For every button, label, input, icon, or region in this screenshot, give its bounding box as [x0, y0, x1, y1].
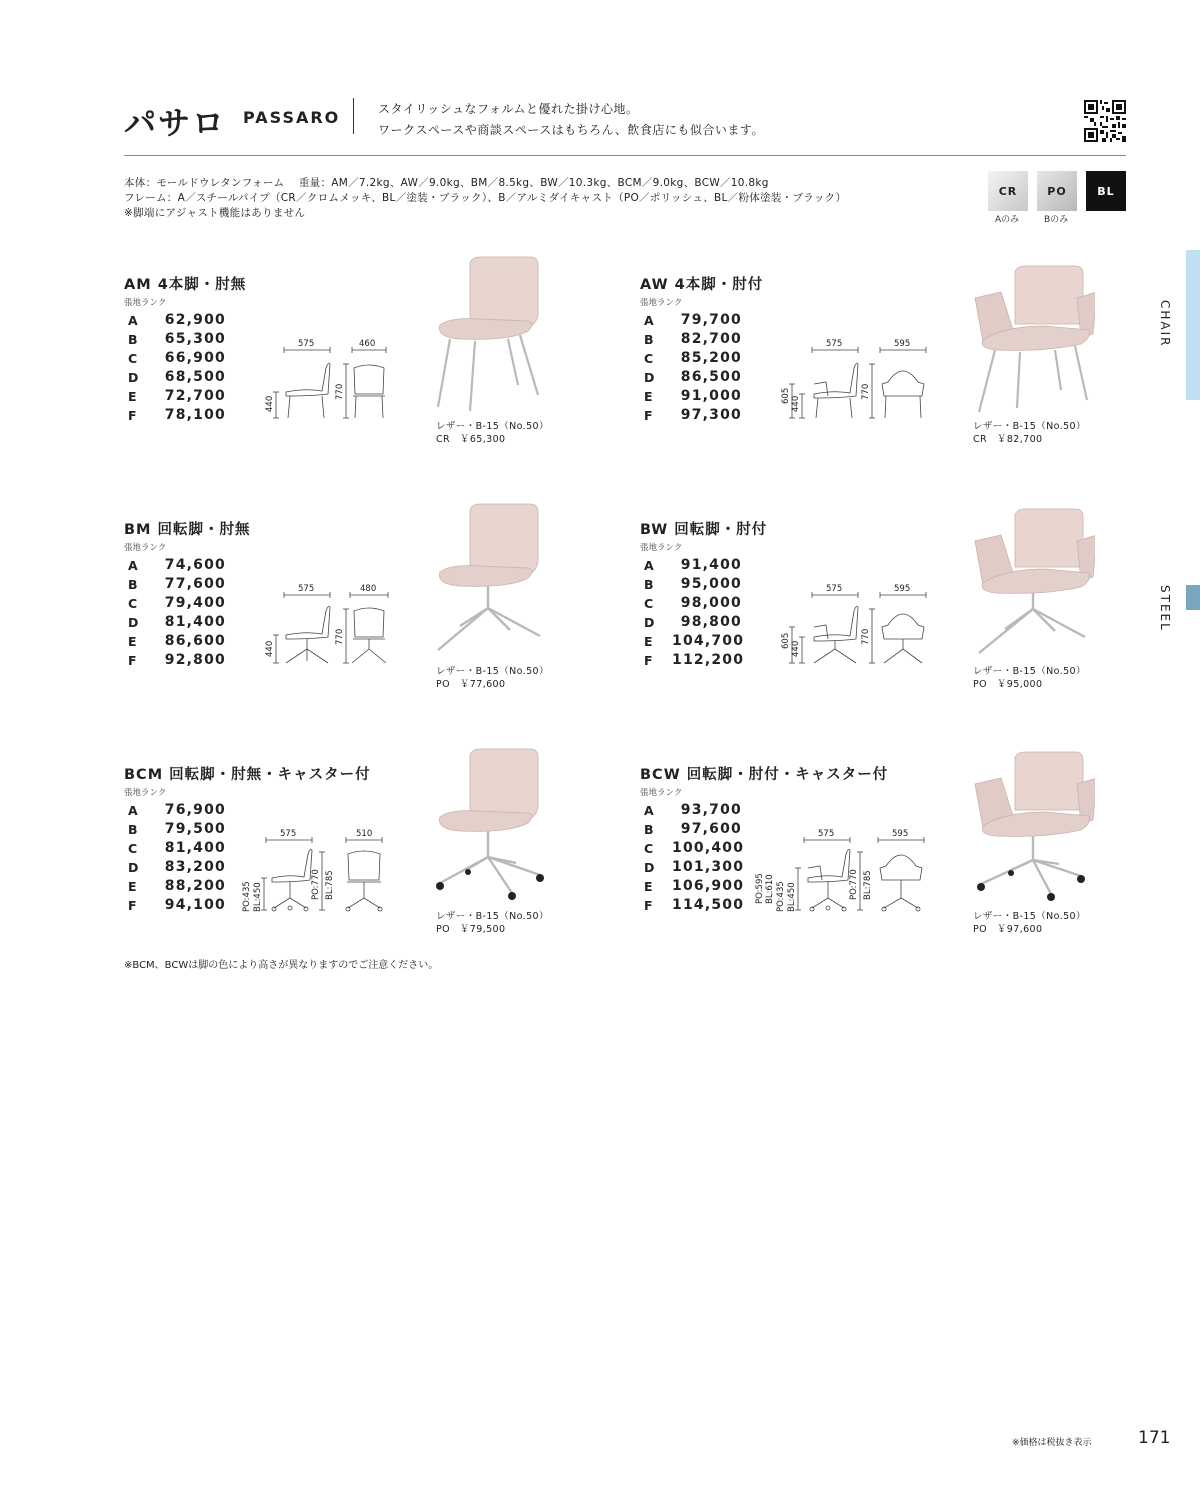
- price-grade: D: [644, 860, 656, 875]
- price-grade: B: [644, 577, 655, 592]
- dim-height: 770: [335, 628, 345, 645]
- price-row: [124, 801, 226, 820]
- price-row: [640, 896, 745, 915]
- price-list-bm: [124, 556, 226, 670]
- dim-height-bl: BL:785: [863, 870, 873, 900]
- tax-note: ※価格は税抜き表示: [1012, 1438, 1092, 1448]
- price-grade: F: [128, 653, 138, 668]
- price-grade: D: [128, 615, 140, 630]
- price-row: [640, 368, 742, 387]
- photo-caption-bcw: [973, 910, 1086, 936]
- price-value: 82,700: [680, 331, 742, 347]
- caption-fabric: レザー・B-15（No.50）: [436, 911, 549, 922]
- photo-caption-am: [436, 420, 549, 446]
- price-value: 76,900: [164, 802, 226, 818]
- model-title-bw: BW 回転脚・肘付: [640, 522, 768, 538]
- dimension-drawing-am: [262, 338, 402, 428]
- dim-depth: 575: [826, 339, 843, 349]
- price-grade: E: [644, 634, 654, 649]
- price-row: [124, 613, 226, 632]
- tagline-line-2: ワークスペースや商談スペースはもちろん、飲食店にも似合います。: [378, 123, 764, 137]
- price-value: 85,200: [680, 350, 742, 366]
- dim-seat-height: 440: [265, 395, 275, 412]
- caption-fabric: レザー・B-15（No.50）: [436, 666, 549, 677]
- price-row: [124, 330, 226, 349]
- price-row: [124, 349, 226, 368]
- price-value: 79,700: [680, 312, 742, 328]
- price-row: [124, 896, 226, 915]
- price-grade: E: [128, 634, 138, 649]
- photo-caption-bcm: [436, 910, 549, 936]
- rank-label: 張地ランク: [124, 788, 167, 798]
- chair-photo-aw: [965, 262, 1095, 417]
- price-row: [640, 594, 742, 613]
- rank-label: 張地ランク: [640, 298, 683, 308]
- model-title-aw: AW 4本脚・肘付: [640, 277, 764, 293]
- rank-label: 張地ランク: [640, 543, 683, 553]
- dim-arm-height-po: PO:595: [755, 873, 765, 904]
- price-grade: C: [644, 841, 655, 856]
- price-value: 81,400: [164, 840, 226, 856]
- price-grade: A: [644, 803, 655, 818]
- dim-seat-height-bl: BL:450: [253, 882, 263, 912]
- price-row: [640, 858, 745, 877]
- dim-width: 480: [360, 584, 377, 594]
- dim-depth: 575: [298, 339, 315, 349]
- price-list-aw: [640, 311, 742, 425]
- finish-swatch-po: PO: [1037, 171, 1077, 211]
- caption-fabric: レザー・B-15（No.50）: [973, 666, 1086, 677]
- height-footnote: ※BCM、BCWは脚の色により高さが異なりますのでご注意ください。: [124, 960, 439, 971]
- dim-depth: 575: [298, 584, 315, 594]
- price-row: [640, 311, 742, 330]
- price-list-bcm: [124, 801, 226, 915]
- dim-width: 510: [356, 829, 373, 839]
- photo-caption-bw: [973, 665, 1086, 691]
- price-list-bw: [640, 556, 745, 670]
- price-grade: C: [128, 596, 139, 611]
- dim-width: 595: [894, 584, 911, 594]
- price-value: 65,300: [164, 331, 226, 347]
- dim-seat-height: 440: [265, 640, 275, 657]
- price-row: [124, 368, 226, 387]
- price-row: [640, 820, 742, 839]
- price-row: [640, 406, 742, 425]
- price-value: 72,700: [164, 388, 226, 404]
- price-value: 112,200: [672, 652, 745, 668]
- dim-seat-height-po: PO:435: [776, 881, 786, 912]
- dim-width: 595: [894, 339, 911, 349]
- price-row: [124, 839, 226, 858]
- price-grade: C: [644, 596, 655, 611]
- price-value: 74,600: [164, 557, 226, 573]
- price-value: 79,500: [164, 821, 226, 837]
- dim-arm-height: 605: [781, 632, 791, 649]
- price-value: 68,500: [164, 369, 226, 385]
- price-grade: A: [128, 313, 139, 328]
- price-value: 92,800: [164, 652, 226, 668]
- price-value: 106,900: [672, 878, 745, 894]
- price-grade: D: [644, 615, 656, 630]
- price-grade: C: [644, 351, 655, 366]
- price-grade: C: [128, 351, 139, 366]
- price-row: [640, 632, 745, 651]
- price-value: 81,400: [164, 614, 226, 630]
- price-list-bcw: [640, 801, 745, 915]
- caption-fabric: レザー・B-15（No.50）: [973, 421, 1086, 432]
- price-grade: D: [644, 370, 656, 385]
- dimension-drawing-aw: [776, 338, 946, 428]
- photo-caption-aw: [973, 420, 1086, 446]
- price-row: [124, 387, 226, 406]
- photo-caption-bm: [436, 665, 549, 691]
- price-value: 62,900: [164, 312, 226, 328]
- model-title-bm: BM 回転脚・肘無: [124, 522, 251, 538]
- rank-label: 張地ランク: [124, 298, 167, 308]
- price-grade: A: [128, 558, 139, 573]
- rank-label: 張地ランク: [124, 543, 167, 553]
- price-value: 97,300: [680, 407, 742, 423]
- spec-line-frame: フレーム：A／スチールパイプ（CR／クロムメッキ、BL／塗装・ブラック）、B／アルミダイキャスト（PO／ポリッシュ、BL／粉体塗装・ブラック）: [124, 192, 847, 204]
- finish-note-po: Bのみ: [1044, 215, 1069, 225]
- price-value: 86,600: [164, 633, 226, 649]
- price-value: 98,800: [680, 614, 742, 630]
- price-row: [124, 575, 226, 594]
- finish-swatch-bl: BL: [1086, 171, 1126, 211]
- price-grade: F: [128, 408, 138, 423]
- page-title: パサロ: [124, 104, 227, 142]
- finish-note-cr: Aのみ: [995, 215, 1020, 225]
- dim-depth: 575: [826, 584, 843, 594]
- price-grade: F: [644, 653, 654, 668]
- dim-height: 770: [861, 628, 871, 645]
- chair-photo-bcm: [420, 745, 550, 905]
- price-grade: F: [128, 898, 138, 913]
- price-value: 104,700: [672, 633, 745, 649]
- price-list-am: [124, 311, 226, 425]
- page-title-english: PASSARO: [243, 108, 341, 127]
- price-grade: A: [644, 313, 655, 328]
- chair-photo-bw: [965, 505, 1095, 660]
- spec-line-body: 本体：モールドウレタンフォーム 重量：AM／7.2kg、AW／9.0kg、BM／8.5kg、BW／10.3kg、BCM／9.0kg、BCW／10.8kg: [124, 177, 769, 189]
- price-value: 101,300: [672, 859, 745, 875]
- caption-price: PO ￥79,500: [436, 924, 506, 935]
- dim-seat-height: 440: [791, 395, 801, 412]
- price-row: [124, 877, 226, 896]
- dim-height: 770: [335, 383, 345, 400]
- price-value: 93,700: [680, 802, 742, 818]
- price-value: 79,400: [164, 595, 226, 611]
- price-value: 95,000: [680, 576, 742, 592]
- price-row: [124, 651, 226, 670]
- dim-depth: 575: [280, 829, 297, 839]
- dim-depth: 575: [818, 829, 835, 839]
- price-row: [124, 311, 226, 330]
- model-title-bcw: BCW 回転脚・肘付・キャスター付: [640, 767, 889, 783]
- price-row: [124, 406, 226, 425]
- caption-price: CR ￥82,700: [973, 434, 1043, 445]
- header-rule: [124, 155, 1126, 156]
- dimension-drawing-bcm: [238, 828, 402, 918]
- price-value: 66,900: [164, 350, 226, 366]
- dim-arm-height-bl: BL:610: [765, 874, 775, 904]
- qr-code-icon[interactable]: [1084, 100, 1126, 142]
- price-grade: A: [644, 558, 655, 573]
- price-row: [640, 349, 742, 368]
- price-row: [640, 387, 742, 406]
- dim-width: 460: [359, 339, 376, 349]
- model-title-bcm: BCM 回転脚・肘無・キャスター付: [124, 767, 371, 783]
- price-row: [124, 820, 226, 839]
- price-row: [124, 858, 226, 877]
- price-grade: E: [128, 879, 138, 894]
- price-row: [124, 594, 226, 613]
- dim-height: 770: [861, 383, 871, 400]
- price-row: [640, 613, 742, 632]
- price-grade: B: [128, 332, 139, 347]
- price-row: [640, 839, 745, 858]
- price-grade: A: [128, 803, 139, 818]
- price-grade: D: [128, 370, 140, 385]
- dim-seat-height: 440: [791, 640, 801, 657]
- model-title-am: AM 4本脚・肘無: [124, 277, 247, 293]
- price-grade: B: [128, 822, 139, 837]
- tagline-line-1: スタイリッシュなフォルムと優れた掛け心地。: [378, 102, 639, 116]
- dimension-drawing-bcw: [752, 828, 946, 918]
- chair-photo-bm: [420, 500, 550, 660]
- price-value: 88,200: [164, 878, 226, 894]
- chair-photo-bcw: [965, 748, 1095, 905]
- dim-arm-height: 605: [781, 387, 791, 404]
- price-grade: B: [644, 822, 655, 837]
- price-grade: C: [128, 841, 139, 856]
- side-tab-chair: [1186, 250, 1200, 400]
- price-value: 98,000: [680, 595, 742, 611]
- price-grade: B: [644, 332, 655, 347]
- price-row: [640, 556, 742, 575]
- dim-width: 595: [892, 829, 909, 839]
- price-value: 114,500: [672, 897, 745, 913]
- price-grade: B: [128, 577, 139, 592]
- caption-price: PO ￥95,000: [973, 679, 1043, 690]
- rank-label: 張地ランク: [640, 788, 683, 798]
- dim-seat-height-bl: BL:450: [787, 882, 797, 912]
- dimension-drawing-bm: [262, 583, 402, 673]
- price-value: 78,100: [164, 407, 226, 423]
- price-row: [640, 330, 742, 349]
- price-value: 91,000: [680, 388, 742, 404]
- price-row: [124, 556, 226, 575]
- page-number: 171: [1138, 1428, 1171, 1448]
- price-row: [640, 801, 742, 820]
- caption-price: PO ￥77,600: [436, 679, 506, 690]
- price-value: 100,400: [672, 840, 745, 856]
- dimension-drawing-bw: [776, 583, 946, 673]
- price-value: 94,100: [164, 897, 226, 913]
- finish-swatch-cr: CR: [988, 171, 1028, 211]
- dim-height-po: PO:770: [849, 869, 859, 900]
- title-divider: [353, 98, 354, 134]
- spec-line-note: ※脚端にアジャスト機能はありません: [124, 207, 306, 219]
- price-grade: F: [644, 408, 654, 423]
- caption-price: PO ￥97,600: [973, 924, 1043, 935]
- caption-price: CR ￥65,300: [436, 434, 506, 445]
- price-row: [124, 632, 226, 651]
- side-tab-steel: [1186, 585, 1200, 610]
- price-value: 86,500: [680, 369, 742, 385]
- dim-seat-height-po: PO:435: [242, 881, 252, 912]
- price-value: 77,600: [164, 576, 226, 592]
- price-value: 83,200: [164, 859, 226, 875]
- dim-height-po: PO:770: [311, 869, 321, 900]
- price-grade: E: [128, 389, 138, 404]
- price-grade: D: [128, 860, 140, 875]
- caption-fabric: レザー・B-15（No.50）: [436, 421, 549, 432]
- price-row: [640, 575, 742, 594]
- dim-height-bl: BL:785: [325, 870, 335, 900]
- price-value: 91,400: [680, 557, 742, 573]
- side-tab-steel-label: STEEL: [1158, 585, 1172, 632]
- price-grade: E: [644, 389, 654, 404]
- price-row: [640, 651, 745, 670]
- price-grade: F: [644, 898, 654, 913]
- price-grade: E: [644, 879, 654, 894]
- price-row: [640, 877, 745, 896]
- chair-photo-am: [420, 255, 550, 415]
- price-value: 97,600: [680, 821, 742, 837]
- caption-fabric: レザー・B-15（No.50）: [973, 911, 1086, 922]
- side-tab-chair-label: CHAIR: [1158, 300, 1172, 348]
